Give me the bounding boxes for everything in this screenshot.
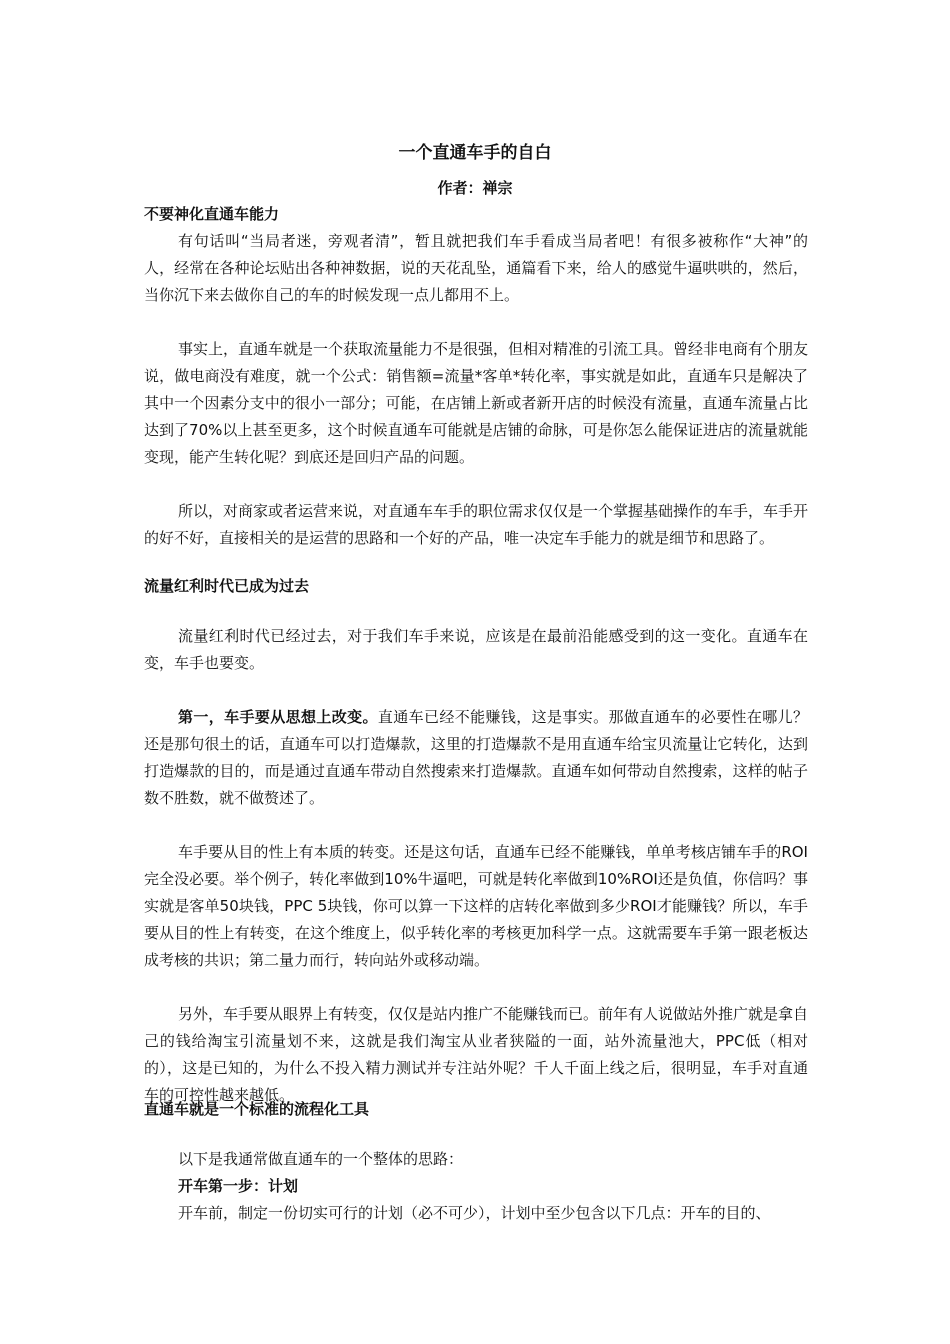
section-2 bbox=[144, 573, 808, 1109]
paragraph: 事实上，直通车就是一个获取流量能力不是很强，但相对精准的引流工具。曾经非电商有个朋友说，做电商没有难度，就一个公式：销售额=流量*客单*转化率，事实就是如此，直通车只是解决了其中一个因素分支中的很小一部分；可能，在店铺上新或者新开店的时候没有流量，直通车流量占比达到了70%以上甚至更多，这个时候直通车可能就是店铺的命脉，可是你怎么能保证进店的流量就能变现，能产生转化呢？到底还是回归产品的问题。 bbox=[144, 340, 809, 466]
page-title: 一个直通车手的自白 bbox=[398, 143, 552, 163]
paragraph: 开车前，制定一份切实可行的计划（必不可少），计划中至少包含以下几点：开车的目的、 bbox=[178, 1204, 771, 1222]
paragraph-body: 直通车已经不能赚钱，这是事实。那做直通车的必要性在哪儿？还是那句很土的话，直通车可以打造爆款，这里的打造爆款不是用直通车给宝贝流量让它转化，达到打造爆款的目的，而是通过直通车带动自然搜索来打造爆款。直通车如何带动自然搜索，这样的帖子数不胜数，就不做赘述了。 bbox=[144, 708, 808, 807]
section-3 bbox=[144, 1096, 808, 1227]
paragraph: 以下是我通常做直通车的一个整体的思路： bbox=[178, 1150, 464, 1168]
section-heading: 直通车就是一个标准的流程化工具 bbox=[144, 1100, 370, 1118]
paragraph: 另外，车手要从眼界上有转变，仅仅是站内推广不能赚钱而已。前年有人说做站外推广就是拿自己的钱给淘宝引流量划不来，这就是我们淘宝从业者狭隘的一面，站外流量池大，PPC低（相对的），这是已知的，为什么不投入精力测试并专注站外呢？千人千面上线之后，很明显，车手对直通车的可控性越来越低。 bbox=[144, 1005, 809, 1104]
paragraph bbox=[144, 704, 808, 812]
step-heading: 开车第一步：计划 bbox=[178, 1177, 299, 1195]
paragraph: 流量红利时代已经过去，对于我们车手来说，应该是在最前沿能感受到的这一变化。直通车在变，车手也要变。 bbox=[144, 627, 808, 672]
paragraph: 有句话叫“当局者迷，旁观者清”，暂且就把我们车手看成当局者吧！有很多被称作“大神”的人，经常在各种论坛贴出各种神数据，说的天花乱坠，通篇看下来，给人的感觉牛逼哄哄的，然后，当你沉下来去做你自己的车的时候发现一点儿都用不上。 bbox=[144, 232, 808, 304]
section-heading: 流量红利时代已成为过去 bbox=[144, 577, 310, 595]
paragraph-lead: 第一，车手要从思想上改变。 bbox=[178, 708, 378, 726]
paragraph: 所以，对商家或者运营来说，对直通车车手的职位需求仅仅是一个掌握基础操作的车手，车手开的好不好，直接相关的是运营的思路和一个好的产品，唯一决定车手能力的就是细节和思路了。 bbox=[144, 502, 809, 547]
section-1 bbox=[144, 201, 808, 552]
author-line: 作者：禅宗 bbox=[437, 179, 513, 197]
section-heading: 不要神化直通车能力 bbox=[144, 205, 280, 223]
paragraph: 车手要从目的性上有本质的转变。还是这句话，直通车已经不能赚钱，单单考核店铺车手的ROI完全没必要。举个例子，转化率做到10%牛逼吧，可就是转化率做到10%ROI还是负值，你信吗？事实就是客单50块钱，PPC 5块钱，你可以算一下这样的店转化率做到多少ROI才能赚钱？所以，车手要从目的性上有转变，在这个维度上，似乎转化率的考核更加科学一点。这就需要车手第一跟老板达成考核的共识；第二量力而行，转向站外或移动端。 bbox=[144, 843, 808, 969]
